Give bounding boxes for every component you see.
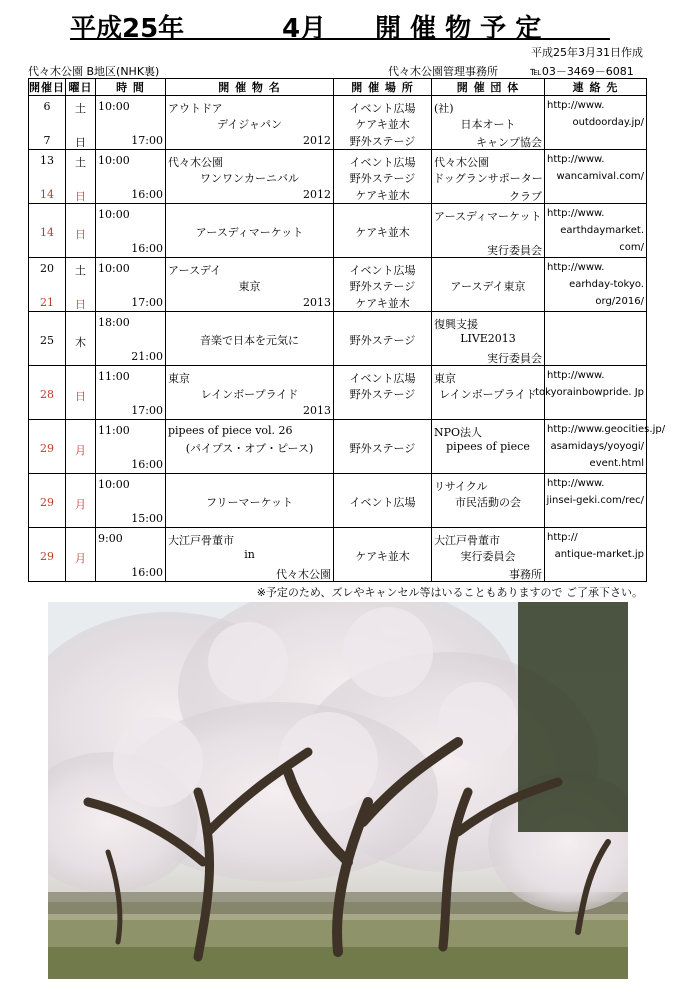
organizer-line: 日本オート: [460, 118, 516, 131]
venue-line: イベント広場: [349, 372, 416, 385]
organizer-cell: [432, 528, 545, 582]
venue-line: ケアキ並木: [355, 297, 410, 310]
event-name-cell: [166, 528, 334, 582]
contact-url-line: antique-market.jp: [554, 549, 644, 560]
date-cell: [29, 258, 66, 312]
cherry-blossom-illustration: [48, 602, 628, 979]
event-name-line: アースディマーケット: [195, 226, 304, 239]
table-row: [29, 366, 647, 420]
venue-cell: [334, 258, 432, 312]
event-weekday: 月: [75, 444, 86, 457]
start-time: 10:00: [98, 208, 130, 221]
time-cell: [96, 258, 166, 312]
organizer-cell: [432, 420, 545, 474]
contact-url-line: http://www.: [547, 370, 605, 381]
column-header: 開 催 場 所: [334, 79, 432, 96]
event-name-cell: [166, 150, 334, 204]
start-time: 10:00: [98, 478, 130, 491]
organizer-cell: [432, 312, 545, 366]
contact-url-line: http://www.: [547, 478, 605, 489]
event-weekday: 日: [75, 190, 86, 203]
event-date: 14: [40, 226, 54, 239]
contact-cell: [545, 150, 647, 204]
column-header: 開催日: [29, 79, 66, 96]
event-weekday: 日: [75, 228, 86, 241]
organizer-line: 復興支援: [434, 318, 478, 331]
event-name-cell: [166, 96, 334, 150]
organizer-line: 実行委員会: [487, 244, 542, 257]
event-name-line: デイジャパン: [216, 118, 282, 131]
end-time: 21:00: [131, 350, 163, 363]
column-header: 開 催 団 体: [432, 79, 545, 96]
event-name-line: 東京: [168, 372, 190, 385]
venue-cell: [334, 204, 432, 258]
contact-url-line: http://: [547, 532, 578, 543]
contact-url-line: http://www.: [547, 208, 605, 219]
time-cell: [96, 150, 166, 204]
end-time: 17:00: [131, 134, 163, 147]
organizer-line: 事務所: [509, 568, 542, 581]
end-time: 16:00: [131, 188, 163, 201]
weekday-cell: [66, 204, 96, 258]
table-row: [29, 528, 647, 582]
venue-cell: [334, 150, 432, 204]
organizer-line: リサイクル: [434, 480, 488, 493]
organizer-cell: [432, 474, 545, 528]
event-name-cell: [166, 366, 334, 420]
start-time: 10:00: [98, 154, 130, 167]
event-weekday: 土: [75, 264, 86, 277]
end-time: 17:00: [131, 404, 163, 417]
event-date: 7: [43, 134, 51, 147]
weekday-cell: [66, 528, 96, 582]
date-cell: [29, 474, 66, 528]
event-date: 6: [43, 100, 51, 113]
table-row: [29, 312, 647, 366]
venue-line: 野外ステージ: [349, 442, 416, 455]
title-month: 4月: [282, 14, 327, 44]
event-name-line: (パイプス・オブ・ピース): [185, 442, 314, 455]
organizer-line: アースディマーケット: [434, 210, 542, 223]
weekday-cell: [66, 150, 96, 204]
event-name-line: 代々木公園: [168, 156, 223, 169]
organizer-cell: [432, 366, 545, 420]
contact-url-line: http://www.: [547, 262, 605, 273]
organizer-line: 市民活動の会: [455, 496, 521, 509]
office-phone: ℡03－3469－6081: [530, 65, 634, 78]
time-cell: [96, 528, 166, 582]
contact-cell: [535, 366, 647, 420]
start-time: 9:00: [98, 532, 123, 545]
cherry-blossom-photo: [48, 602, 628, 979]
event-name-line: 2012: [303, 134, 331, 147]
venue-line: 野外ステージ: [349, 280, 416, 293]
column-header: 時 間: [96, 79, 166, 96]
start-time: 11:00: [98, 370, 130, 383]
table-row: [29, 420, 647, 474]
event-name-cell: [166, 420, 334, 474]
event-name-line: レインボープライド: [200, 388, 299, 401]
venue-cell: [334, 312, 432, 366]
organizer-line: レインボープライド: [439, 388, 537, 401]
footnote: ※予定のため、ズレやキャンセル等はいることもありますので ご了承下さい。: [256, 586, 643, 599]
start-time: 10:00: [98, 262, 130, 275]
venue-cell: [334, 420, 432, 474]
date-cell: [29, 366, 66, 420]
event-name-cell: [166, 204, 334, 258]
event-name-line: アースデイ: [168, 264, 222, 277]
date-cell: [29, 204, 66, 258]
contact-url-line: http://www.: [547, 154, 605, 165]
end-time: 16:00: [131, 242, 163, 255]
contact-url-line: tokyorainbowpride. Jp: [535, 387, 644, 398]
contact-cell: [545, 420, 666, 474]
event-name-line: pipees of piece vol. 26: [168, 424, 293, 437]
table-row: [29, 150, 647, 204]
contact-cell: [545, 312, 647, 366]
weekday-cell: [66, 312, 96, 366]
end-time: 15:00: [131, 512, 163, 525]
table-row: [29, 204, 647, 258]
event-date: 13: [40, 154, 54, 167]
event-date: 20: [40, 262, 54, 275]
organizer-line: LIVE2013: [460, 332, 516, 345]
event-name-line: フリーマーケット: [205, 496, 293, 509]
event-name-cell: [166, 474, 334, 528]
venue-line: イベント広場: [349, 102, 416, 115]
contact-url-line: http://www.geocities.jp/: [547, 424, 666, 435]
park-location: 代々木公園 B地区(NHK裏): [28, 65, 160, 78]
table-header-row: [29, 79, 647, 96]
event-name-line: 2013: [303, 296, 331, 309]
event-date: 14: [40, 188, 54, 201]
organizer-line: ドッグランサポーター: [433, 172, 543, 185]
contact-url-line: outdoorday.jp/: [572, 117, 644, 128]
weekday-cell: [66, 474, 96, 528]
organizer-line: 東京: [434, 372, 456, 385]
time-cell: [96, 474, 166, 528]
organizer-cell: [432, 204, 545, 258]
end-time: 16:00: [131, 566, 163, 579]
weekday-cell: [66, 420, 96, 474]
event-name-line: 2012: [303, 188, 331, 201]
organizer-line: アースデイ東京: [450, 280, 526, 293]
contact-url-line: http://www.: [547, 100, 605, 111]
venue-cell: [334, 96, 432, 150]
event-date: 29: [40, 442, 54, 455]
column-header: 開 催 物 名: [166, 79, 334, 96]
contact-url-line: org/2016/: [595, 296, 644, 307]
organizer-cell: [432, 96, 545, 150]
end-time: 17:00: [131, 296, 163, 309]
event-date: 28: [40, 388, 54, 401]
table-row: [29, 258, 647, 312]
date-cell: [29, 420, 66, 474]
weekday-cell: [66, 366, 96, 420]
event-name-line: アウトドア: [168, 102, 223, 115]
organizer-cell: [432, 258, 545, 312]
time-cell: [96, 96, 166, 150]
event-weekday: 木: [75, 336, 86, 349]
venue-line: ケアキ並木: [355, 118, 410, 131]
venue-line: イベント広場: [349, 156, 416, 169]
event-name-line: 東京: [238, 280, 261, 293]
organizer-line: pipees of piece: [446, 440, 530, 453]
contact-cell: [545, 474, 647, 528]
event-date: 21: [40, 296, 54, 309]
table-row: [29, 474, 647, 528]
contact-cell: [545, 204, 647, 258]
organizer-line: NPO法人: [434, 426, 483, 439]
organizer-line: クラブ: [509, 190, 542, 203]
event-name-cell: [166, 312, 334, 366]
weekday-cell: [66, 96, 96, 150]
event-weekday: 日: [75, 390, 86, 403]
title-era: 平成25年: [70, 14, 185, 44]
start-time: 18:00: [98, 316, 130, 329]
start-time: 11:00: [98, 424, 130, 437]
contact-url-line: asamidays/yoyogi/: [550, 441, 644, 452]
contact-cell: [545, 96, 647, 150]
venue-line: 野外ステージ: [349, 388, 416, 401]
title-main: 開 催 物 予 定: [375, 14, 542, 44]
contact-url-line: earhday-tokyo.: [569, 279, 644, 290]
time-cell: [96, 204, 166, 258]
venue-line: ケアキ並木: [355, 550, 410, 563]
organizer-line: 実行委員会: [487, 352, 542, 365]
event-name-line: 大江戸骨董市: [168, 534, 234, 547]
event-weekday: 土: [75, 156, 86, 169]
event-weekday: 月: [75, 498, 86, 511]
venue-line: イベント広場: [349, 264, 416, 277]
event-name-line: in: [244, 548, 255, 561]
date-cell: [29, 528, 66, 582]
event-name-cell: [166, 258, 334, 312]
event-name-line: ワンワンカーニバル: [200, 172, 299, 185]
date-cell: [29, 150, 66, 204]
venue-line: 野外ステージ: [349, 172, 416, 185]
organizer-line: (社): [434, 102, 454, 115]
time-cell: [96, 366, 166, 420]
column-header: 連 絡 先: [545, 79, 647, 96]
event-name-line: 音楽で日本を元気に: [200, 334, 299, 347]
organizer-line: 大江戸骨董市: [434, 534, 500, 547]
contact-cell: [545, 528, 647, 582]
page-title: [70, 8, 610, 44]
venue-line: イベント広場: [349, 496, 416, 509]
time-cell: [96, 312, 166, 366]
event-date: 25: [40, 334, 54, 347]
event-date: 29: [40, 550, 54, 563]
created-date: 平成25年3月31日作成: [531, 46, 643, 59]
organizer-line: 代々木公園: [434, 156, 489, 169]
event-weekday: 日: [75, 136, 86, 149]
weekday-cell: [66, 258, 96, 312]
table-row: [29, 96, 647, 150]
venue-cell: [334, 366, 432, 420]
contact-url-line: com/: [619, 242, 644, 253]
contact-url-line: jinsei-geki.com/rec/: [546, 495, 644, 506]
column-header: 曜日: [66, 79, 96, 96]
event-name-line: 代々木公園: [276, 568, 331, 581]
event-name-line: 2013: [303, 404, 331, 417]
venue-line: ケアキ並木: [355, 189, 410, 202]
organizer-cell: [432, 150, 545, 204]
venue-line: 野外ステージ: [349, 135, 416, 148]
end-time: 16:00: [131, 458, 163, 471]
event-weekday: 月: [75, 552, 86, 565]
event-date: 29: [40, 496, 54, 509]
organizer-line: キャンプ協会: [476, 136, 542, 149]
time-cell: [96, 420, 166, 474]
venue-cell: [334, 528, 432, 582]
date-cell: [29, 96, 66, 150]
contact-url-line: earthdaymarket.: [560, 225, 644, 236]
contact-url-line: wancamival.com/: [556, 171, 644, 182]
date-cell: [29, 312, 66, 366]
venue-cell: [334, 474, 432, 528]
start-time: 10:00: [98, 100, 130, 113]
event-schedule-table: [28, 78, 666, 582]
contact-url-line: event.html: [589, 458, 644, 469]
subheader: [28, 63, 646, 77]
office-name: 代々木公園管理事務所: [388, 65, 498, 78]
contact-cell: [545, 258, 647, 312]
venue-line: 野外ステージ: [349, 334, 416, 347]
venue-line: ケアキ並木: [355, 226, 410, 239]
event-weekday: 土: [75, 102, 86, 115]
organizer-line: 実行委員会: [460, 550, 516, 563]
event-weekday: 日: [75, 298, 86, 311]
